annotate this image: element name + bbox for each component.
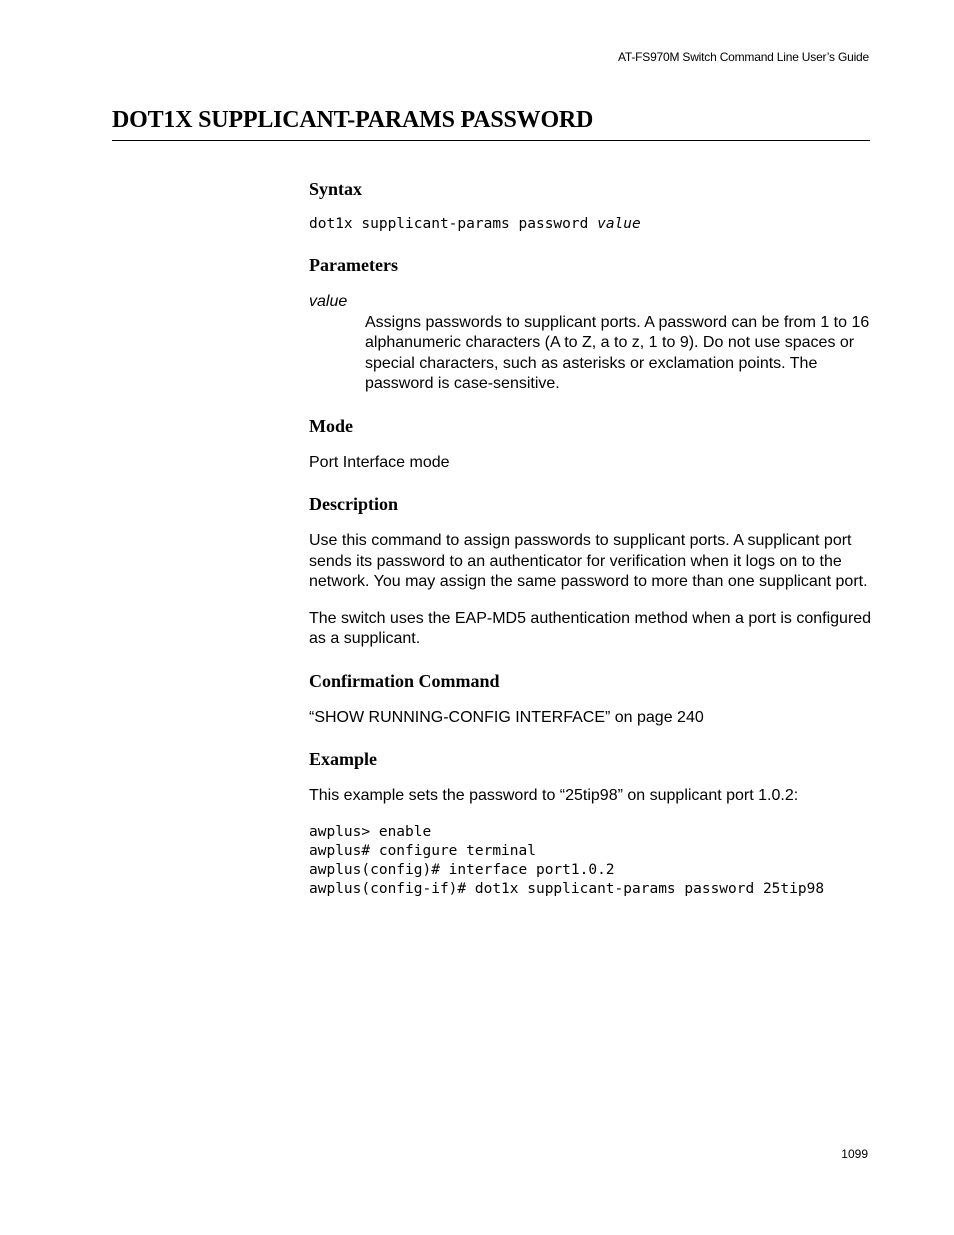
confirmation-heading: Confirmation Command [309,670,500,691]
code-line: awplus(config)# interface port1.0.2 [309,861,615,878]
confirmation-command-link[interactable]: “SHOW RUNNING-CONFIG INTERFACE” on page 240 [309,708,704,726]
page-number: 1099 [841,1147,868,1161]
mode-text: Port Interface mode [309,453,450,471]
syntax-heading: Syntax [309,179,363,199]
parameter-description-value: Assigns passwords to supplicant ports. A password can be from 1 to 16 alphanumeric characters (A to Z, a to z, 1 to 9). Do not use spaces or special characters, such as asterisks or exclamation points. The password is case-sensitive. [365,313,870,392]
example-intro: This example sets the password to “25tip98” on supplicant port 1.0.2: [309,787,799,804]
mode-heading: Mode [309,415,353,436]
syntax-command: dot1x supplicant-params password [309,216,598,232]
parameters-heading: Parameters [309,255,398,275]
code-line: awplus# configure terminal [309,842,536,859]
code-line: awplus> enable [309,823,432,840]
page-title: DOT1X SUPPLICANT-PARAMS PASSWORD [112,107,594,133]
example-heading: Example [309,749,378,769]
title-divider [112,140,870,141]
running-header: AT-FS970M Switch Command Line User’s Guide [617,50,869,64]
description-paragraph-2: The switch uses the EAP-MD5 authentication method when a port is configured as a supplicant. [309,609,872,647]
syntax-line [309,215,874,234]
parameter-name-value: value [309,293,348,310]
code-line: awplus(config-if)# dot1x supplicant-params password 25tip98 [309,880,825,897]
command-content [309,178,874,899]
description-paragraph-1: Use this command to assign passwords to supplicant ports. A supplicant port sends its password to an authenticator for verification when it logs on to the network. You may assign the same password to more than one supplicant port. [309,532,868,590]
syntax-argument: value [597,216,641,232]
description-heading: Description [309,494,398,514]
example-code-block [309,823,874,899]
